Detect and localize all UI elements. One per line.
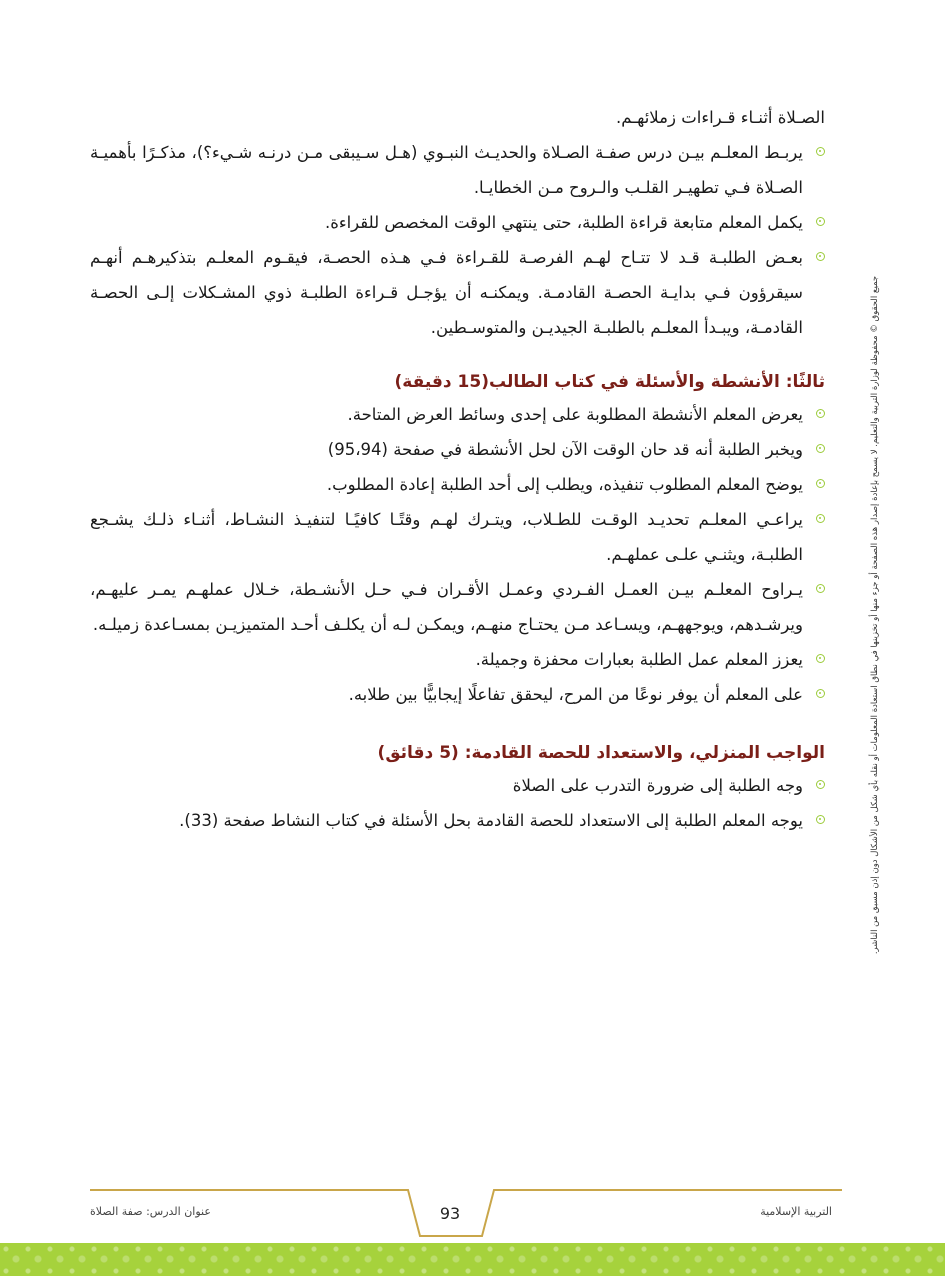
list-item-text: يوجه المعلم الطلبة إلى الاستعداد للحصة القادمة بحل الأسئلة في كتاب النشاط صفحة (33). [179, 811, 803, 830]
list-item-text: يوضح المعلم المطلوب تنفيذه، ويطلب إلى أحد الطلبة إعادة المطلوب. [326, 475, 803, 494]
list-item-text: بعـض الطلبـة قـد لا تتـاح لهـم الفرصـة للقـراءة فـي هـذه الحصـة، فيقـوم المعلـم بتذكيرهـم أنهـم سيقرؤون فـي بدايـة الحصـة القادمـة. ويمكنـه أن يؤجـل قـراءة الطلبـة ذوي المشـكلات إلـى الحصـة القادمـة، ويبـدأ المعلـم بالطلبـة الجيديـن والمتوسـطين. [90, 248, 803, 337]
bullet-icon [816, 252, 825, 261]
list-item-text: يربـط المعلـم بيـن درس صفـة الصـلاة والحديـث النبـوي (هـل سـيبقى مـن درنـه شـيء؟)، مذكـرًا بأهميـة الصـلاة فـي تطهيـر القلـب والـروح مـن الخطايـا. [90, 143, 803, 197]
list-item [90, 135, 825, 205]
list-item-text: يعرض المعلم الأنشطة المطلوبة على إحدى وسائط العرض المتاحة. [347, 405, 803, 424]
bullet-icon [816, 514, 825, 523]
bullet-icon [816, 654, 825, 663]
section2-heading: ثالثًا: الأنشطة والأسئلة في كتاب الطالب(15 دقيقة) [394, 372, 825, 392]
section3-list [90, 768, 825, 838]
list-item-text: يـراوح المعلـم بيـن العمـل الفـردي وعمـل الأقـران فـي حـل الأنشـطة، خـلال عملهـم يمـر عليهـم، ويرشـدهم، ويوجههـم، ويسـاعد مـن يحتـاج منهـم، ويمكـن لـه أن يكلـف أحـد المتميزيـن بمسـاعدة زميلـه. [90, 580, 803, 634]
list-item [90, 432, 825, 467]
bullet-icon [816, 689, 825, 698]
section2-list [90, 397, 825, 712]
intro-line: الصـلاة أثنـاء قـراءات زملائهـم. [616, 108, 825, 127]
copyright-sidebar [868, 275, 882, 955]
list-item [90, 572, 825, 642]
section1-list [90, 135, 825, 345]
bullet-icon [816, 815, 825, 824]
list-item-text: يراعـي المعلـم تحديـد الوقـت للطـلاب، ويتـرك لهـم وقتًـا كافيًـا لتنفيـذ النشـاط، أثنـاء ذلـك يشـجع الطلبـة، ويثنـي علـى عملهـم. [90, 510, 803, 564]
list-item [90, 768, 825, 803]
list-item [90, 642, 825, 677]
list-item [90, 240, 825, 345]
list-item [90, 803, 825, 838]
bullet-icon [816, 147, 825, 156]
copyright-text: جميع الحقوق © محفوظة لوزارة التربية والتعليم. لا يسمح بإعادة إصدار هذه الصفحة أو جزء منها أو تخزينها في نطاق استعادة المعلومات أو نقله بأي شكل من الأشكال دون إذن مسبق من الناشر. [870, 275, 880, 955]
list-item-text: يعزز المعلم عمل الطلبة بعبارات محفزة وجميلة. [475, 650, 803, 669]
decorative-pattern-band [0, 1243, 945, 1276]
bullet-icon [816, 444, 825, 453]
list-item [90, 205, 825, 240]
list-item-text: وجه الطلبة إلى ضرورة التدرب على الصلاة [512, 776, 803, 795]
list-item-text: على المعلم أن يوفر نوعًا من المرح، ليحقق تفاعلًا إيجابيًّا بين طلابه. [348, 685, 803, 704]
main-content [90, 100, 825, 838]
list-item-text: يكمل المعلم متابعة قراءة الطلبة، حتى ينتهي الوقت المخصص للقراءة. [324, 213, 803, 232]
section3-heading: الواجب المنزلي، والاستعداد للحصة القادمة: (5 دقائق) [377, 743, 825, 763]
list-item [90, 467, 825, 502]
list-item [90, 502, 825, 572]
list-item [90, 677, 825, 712]
bullet-icon [816, 217, 825, 226]
list-item-text: ويخبر الطلبة أنه قد حان الوقت الآن لحل الأنشطة في صفحة (95،94) [327, 440, 803, 459]
bullet-icon [816, 409, 825, 418]
bullet-icon [816, 780, 825, 789]
bullet-icon [816, 479, 825, 488]
page-number: 93 [439, 1204, 461, 1223]
book-title: التربية الإسلامية [760, 1205, 832, 1218]
bullet-icon [816, 584, 825, 593]
list-item [90, 397, 825, 432]
lesson-title: عنوان الدرس: صفة الصلاة [90, 1205, 211, 1218]
